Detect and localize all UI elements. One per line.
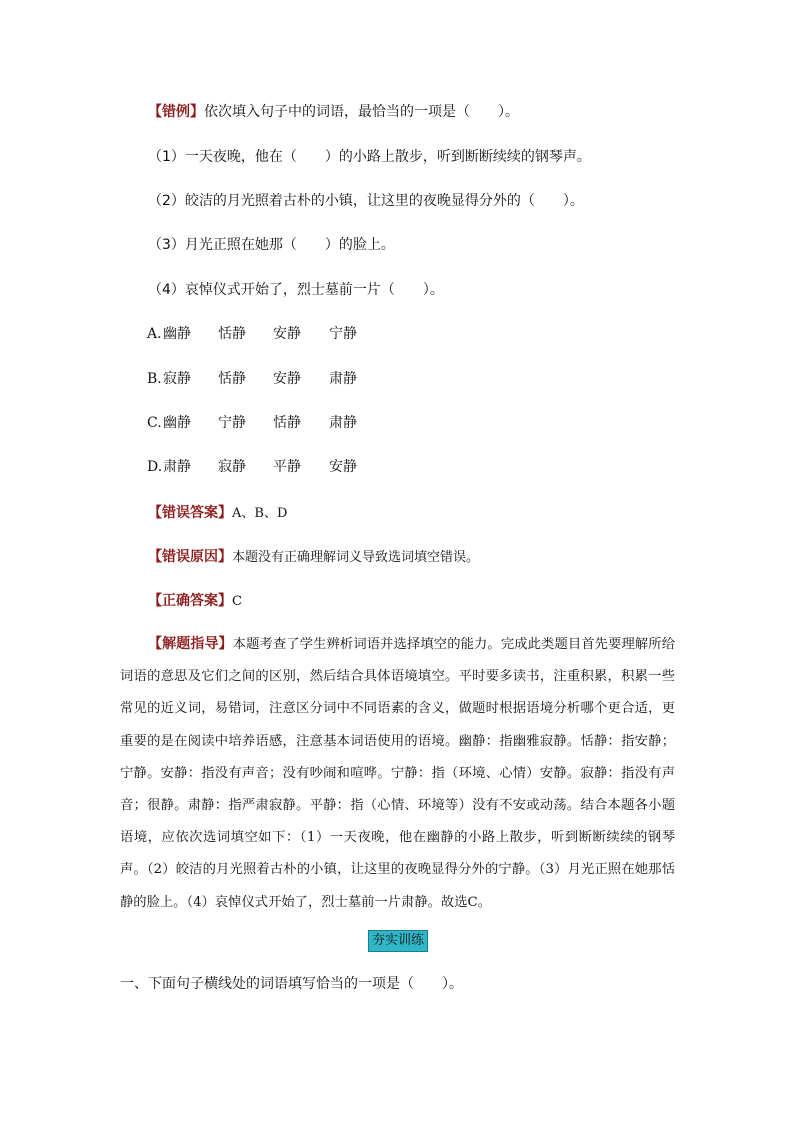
wrong-answer-text: A、B、D	[232, 506, 288, 521]
option-word: 宁静	[329, 326, 357, 342]
wrong-answer-tag: 【错误答案】	[148, 505, 232, 521]
sentence-2: （2）皎洁的月光照着古朴的小镇，让这里的夜晚显得分外的（ ）。	[148, 193, 584, 209]
sentence-1: （1）一天夜晚，他在（ ）的小路上散步，听到断断续续的钢琴声。	[148, 149, 591, 165]
option-word: 安静	[273, 326, 301, 342]
option-word: 平静	[273, 459, 301, 475]
option-word: 幽静	[163, 326, 191, 342]
example-question	[148, 102, 519, 122]
option-word: 安静	[329, 459, 357, 475]
wrong-reason	[148, 547, 479, 568]
guidance-text: 本题考查了学生辨析词语并选择填空的能力。完成此类题目首先要理解所给词语的意思及它们之间的区别，然后结合具体语境填空。平时要多读书，注重积累，积累一些常见的近义词，易错词，注意区分词中不同语素的含义，做题时根据语境分析哪个更合适，更重要的是在阅读中培养语感，注意基本词语使用的语境。幽静：指幽雅寂静。恬静：指安静；宁静。安静：指没有声音；没有吵闹和喧哗。宁静：指（环境、心情）安静。寂静：指没有声音；很静。肃静：指严肃寂静。平静：指（心情、环境等）没有不安或动荡。结合本题各小题语境，应依次选词填空如下：（1）一天夜晚，他在幽静的小路上散步，听到断断续续的钢琴声。（2）皎洁的月光照着古朴的小镇，让这里的夜晚显得分外的宁静。（3）月光正照在她那恬静的脸上。（4）哀悼仪式开始了，烈士墓前一片肃静。故选C。	[120, 637, 676, 910]
example-tag: 【错例】	[148, 104, 204, 120]
option-word: 肃静	[329, 415, 357, 431]
option-label: A.	[147, 326, 162, 342]
wrong-reason-tag: 【错误原因】	[148, 549, 232, 565]
correct-answer	[148, 591, 242, 612]
wrong-reason-text: 本题没有正确理解词义导致选词填空错误。	[232, 550, 480, 565]
option-label: C.	[147, 415, 162, 431]
option-label: B.	[147, 371, 162, 387]
option-word: 寂静	[163, 371, 191, 387]
sentence-4: （4）哀悼仪式开始了，烈士墓前一片（ ）。	[148, 282, 444, 298]
option-word: 肃静	[163, 459, 191, 475]
option-word: 恬静	[218, 371, 246, 387]
correct-answer-text: C	[232, 594, 242, 609]
section-banner: 夯实训练	[368, 930, 428, 952]
wrong-answer	[148, 503, 287, 524]
option-word: 幽静	[163, 415, 191, 431]
guidance-tag: 【解题指导】	[148, 636, 233, 652]
option-word: 宁静	[218, 415, 246, 431]
option-word: 恬静	[218, 326, 246, 342]
guidance-paragraph	[120, 628, 675, 919]
option-word: 肃静	[329, 371, 357, 387]
option-word: 安静	[273, 371, 301, 387]
exercise-question: 一、下面句子横线处的词语填写恰当的一项是（ ）。	[120, 976, 463, 992]
option-label: D.	[147, 459, 163, 475]
example-question-text: 依次填入句子中的词语，最恰当的一项是（ ）。	[204, 104, 519, 120]
option-word: 恬静	[273, 415, 301, 431]
option-word: 寂静	[218, 459, 246, 475]
sentence-3: （3）月光正照在她那（ ）的脸上。	[148, 237, 395, 253]
correct-answer-tag: 【正确答案】	[148, 593, 232, 609]
